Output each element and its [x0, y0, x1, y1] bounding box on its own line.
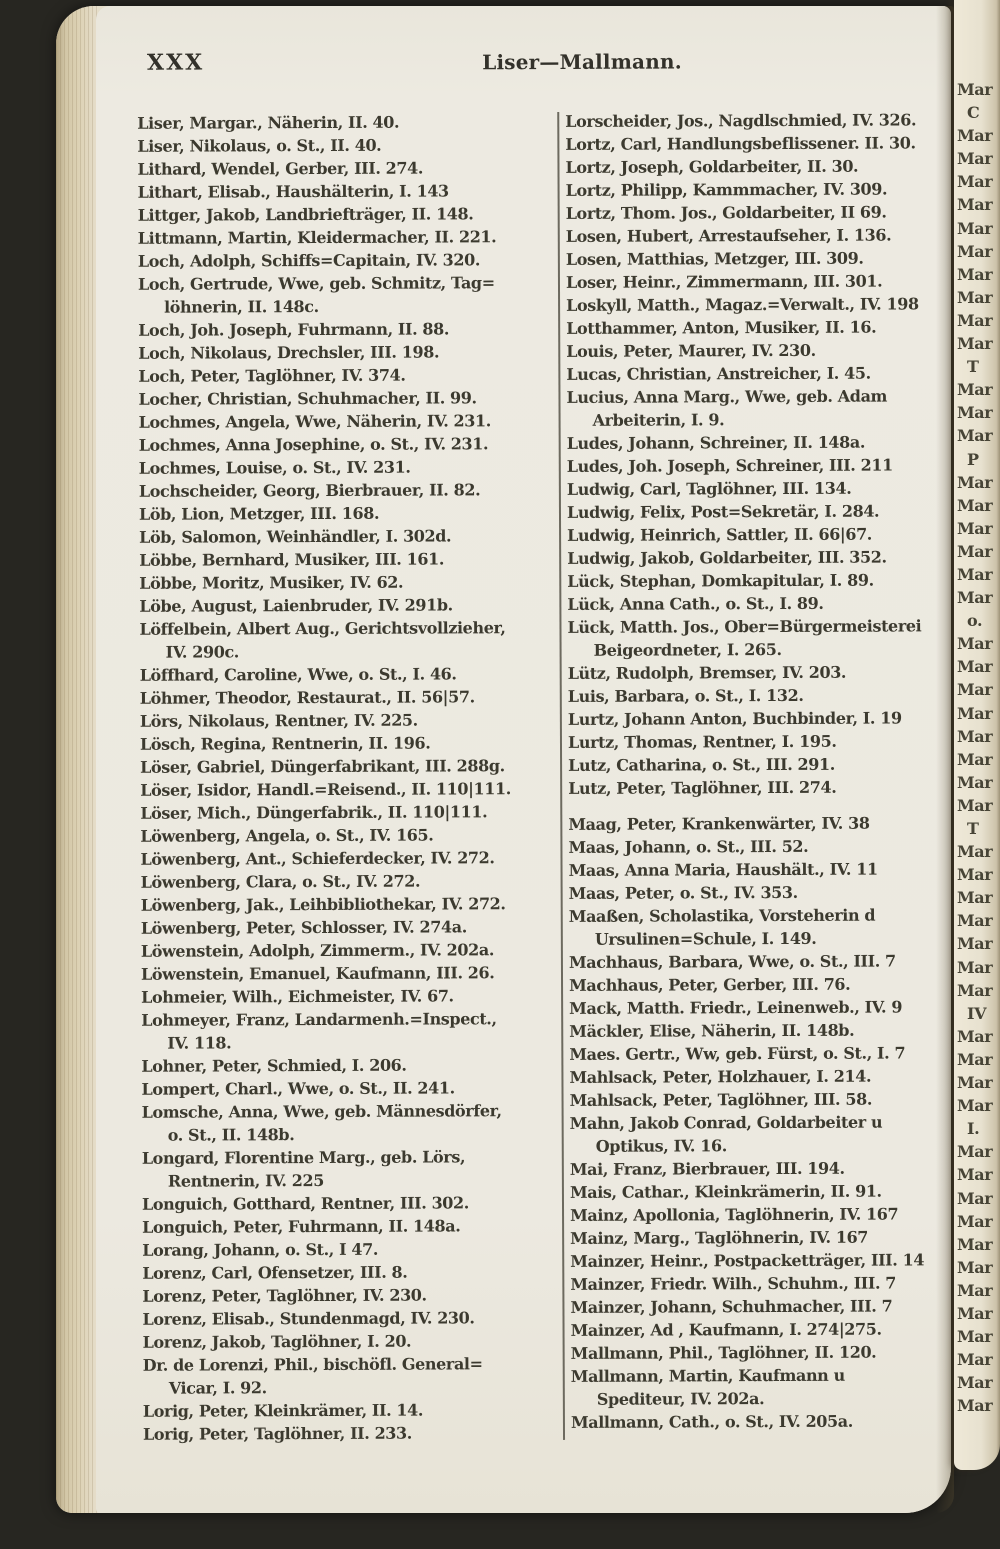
directory-entry: Löhmer, Theodor, Restaurat., II. 56|57. — [139, 687, 475, 708]
directory-entry: Lotthammer, Anton, Musiker, II. 16. — [566, 317, 877, 338]
directory-entry: Mack, Matth. Friedr., Leinenweb., IV. 9 — [569, 997, 903, 1018]
page-fragment: Mar — [957, 749, 993, 769]
directory-entry: Lortz, Carl, Handlungsbeflissener. II. 30. — [565, 133, 916, 154]
page-fragment: Mar — [957, 218, 993, 238]
directory-entry: Löser, Gabriel, Düngerfabrikant, III. 288g. — [140, 756, 505, 777]
directory-entry: Lithard, Wendel, Gerber, III. 274. — [137, 158, 424, 179]
page-fragment: Mar — [957, 1257, 993, 1277]
directory-entry: Mahlsack, Peter, Taglöhner, III. 58. — [569, 1089, 873, 1110]
page-fragment: Mar — [957, 1165, 993, 1185]
directory-entry: Longuich, Gotthard, Rentner, III. 302. — [141, 1193, 469, 1214]
page-fragment: Mar — [957, 703, 993, 723]
page-fragment: Mar — [957, 172, 993, 192]
directory-entry: Lorenz, Carl, Ofensetzer, III. 8. — [142, 1262, 408, 1283]
page-fragment: Mar — [957, 1142, 993, 1162]
page-number: XXX — [146, 49, 205, 76]
page-fragment: Mar — [957, 1096, 993, 1116]
directory-entry: Liser, Nikolaus, o. St., II. 40. — [137, 135, 382, 156]
page-fragment: Mar — [957, 1350, 993, 1370]
directory-entry: Lutz, Peter, Taglöhner, III. 274. — [568, 777, 837, 798]
directory-entry: Löb, Salomon, Weinhändler, I. 302d. — [139, 526, 452, 547]
page-fragment: Mar — [957, 842, 993, 862]
directory-entry: Mahn, Jakob Conrad, Goldarbeiter u Optikus, IV. 16. — [569, 1112, 883, 1156]
page-fragment: Mar — [957, 657, 993, 677]
page-fragment: Mar — [957, 588, 993, 608]
directory-entry: Lorig, Peter, Kleinkrämer, II. 14. — [142, 1400, 424, 1421]
page-fragment: Mar — [957, 80, 993, 99]
directory-entry: Littmann, Martin, Kleidermacher, II. 221. — [137, 227, 497, 248]
directory-entry: Lutz, Catharina, o. St., III. 291. — [568, 754, 835, 775]
page-fragment: Mar — [957, 1211, 993, 1231]
page-fragment: Mar — [957, 980, 993, 1000]
directory-entry: Lomsche, Anna, Wwe, geb. Männesdörfer, o. St., II. 148b. — [141, 1101, 502, 1145]
page-fragment: Mar — [957, 934, 993, 954]
directory-entry: Loch, Joh. Joseph, Fuhrmann, II. 88. — [138, 319, 450, 340]
directory-entry: Mahlsack, Peter, Holzhauer, I. 214. — [569, 1066, 872, 1087]
directory-entry: Maas, Johann, o. St., III. 52. — [568, 836, 809, 857]
page-fragment: Mar — [957, 1049, 993, 1069]
directory-entry: Mainz, Marg., Taglöhnerin, IV. 167 — [570, 1227, 869, 1248]
page-fragment: Mar — [957, 195, 993, 215]
page-fragment: Mar — [957, 680, 993, 700]
directory-entry: Mainzer, Heinr., Postpacketträger, III. 14 — [570, 1250, 925, 1271]
directory-entry: Löser, Mich., Düngerfabrik., II. 110|111. — [140, 802, 488, 823]
directory-entry: Löffelbein, Albert Aug., Gerichtsvollzieher, IV. 290c. — [139, 618, 506, 662]
page-fragment: Mar — [957, 1026, 993, 1046]
directory-entry: Mainzer, Ad , Kaufmann, I. 274|275. — [570, 1319, 882, 1340]
directory-entry: Lorang, Johann, o. St., I 47. — [142, 1239, 379, 1260]
directory-entry: Dr. de Lorenzi, Phil., bischöfl. General= Vicar, I. 92. — [142, 1354, 483, 1398]
directory-entry: Ludwig, Felix, Post=Sekretär, I. 284. — [566, 501, 880, 522]
directory-entry: Mais, Cathar., Kleinkrämerin, II. 91. — [569, 1181, 882, 1202]
left-column — [137, 110, 563, 1446]
directory-entry: Ludes, Johann, Schreiner, II. 148a. — [566, 432, 866, 453]
directory-entry: Loser, Heinr., Zimmermann, III. 301. — [565, 271, 883, 292]
page-fragment: Mar — [957, 1280, 993, 1300]
directory-entry: Lösch, Regina, Rentnerin, II. 196. — [139, 733, 431, 754]
directory-entry: Lütz, Rudolph, Bremser, IV. 203. — [567, 662, 847, 683]
printed-content — [137, 46, 959, 1446]
page-fragment: Mar — [957, 1073, 993, 1093]
directory-entry: Löbe, August, Laienbruder, IV. 291b. — [139, 595, 453, 616]
page-fragment: Mar — [957, 149, 993, 169]
page-fragment: Mar — [957, 1303, 993, 1323]
directory-entry: Lurtz, Johann Anton, Buchbinder, I. 19 — [567, 708, 902, 729]
directory-entry: Loskyll, Matth., Magaz.=Verwalt., IV. 198 — [566, 294, 919, 315]
directory-entry: Lompert, Charl., Wwe, o. St., II. 241. — [141, 1078, 455, 1099]
directory-entry: Löwenberg, Peter, Schlosser, IV. 274a. — [140, 917, 467, 938]
directory-entry: Löwenberg, Angela, o. St., IV. 165. — [140, 825, 434, 846]
directory-entry: Luis, Barbara, o. St., I. 132. — [567, 685, 804, 706]
directory-entry: Maas, Peter, o. St., IV. 353. — [568, 882, 798, 903]
page-header — [137, 46, 953, 86]
running-title: Liser—Mallmann. — [482, 49, 682, 75]
page-fragment: Mar — [957, 241, 993, 261]
directory-entry: Mainzer, Johann, Schuhmacher, III. 7 — [570, 1296, 893, 1317]
page-fragment: Mar — [957, 472, 993, 492]
directory-entry: Mai, Franz, Bierbrauer, III. 194. — [569, 1158, 845, 1179]
directory-entry: Machhaus, Barbara, Wwe, o. St., III. 7 — [568, 951, 896, 972]
directory-entry: Lochmes, Anna Josephine, o. St., IV. 231. — [138, 434, 489, 455]
directory-entry: Löbbe, Bernhard, Musiker, III. 161. — [139, 549, 445, 570]
page-fragment: Mar — [957, 334, 993, 354]
page-fragment: Mar — [957, 772, 993, 792]
page-edge-stack — [56, 6, 98, 1513]
directory-entry: Longuich, Peter, Fuhrmann, II. 148a. — [142, 1216, 461, 1237]
directory-entry: Maag, Peter, Krankenwärter, IV. 38 — [568, 813, 870, 834]
directory-entry: Maas, Anna Maria, Haushält., IV. 11 — [568, 859, 878, 880]
directory-entry: Lohner, Peter, Schmied, I. 206. — [141, 1055, 407, 1076]
directory-entry: Mäckler, Elise, Näherin, II. 148b. — [569, 1020, 855, 1041]
page-fragment: Mar — [957, 888, 993, 908]
directory-entry: Löwenstein, Emanuel, Kaufmann, III. 26. — [140, 963, 495, 984]
directory-entry: Loch, Peter, Taglöhner, IV. 374. — [138, 365, 406, 386]
directory-entry: Loch, Adolph, Schiffs=Capitain, IV. 320. — [137, 250, 481, 271]
page-fragment: Mar — [957, 1188, 993, 1208]
page-fragment: IV — [967, 1003, 987, 1023]
directory-entry: Löbbe, Moritz, Musiker, IV. 62. — [139, 572, 404, 593]
page-fragment: Mar — [957, 264, 993, 284]
directory-entry: Lohmeier, Wilh., Eichmeister, IV. 67. — [141, 986, 454, 1007]
directory-entry: Löwenberg, Ant., Schieferdecker, IV. 272. — [140, 848, 495, 869]
page-fragment: Mar — [957, 634, 993, 654]
page-fragment: o. — [967, 611, 983, 631]
page-fragment: Mar — [957, 1234, 993, 1254]
directory-entry: Machhaus, Peter, Gerber, III. 76. — [569, 974, 851, 995]
page-fragment: Mar — [957, 865, 993, 885]
directory-entry: Longard, Florentine Marg., geb. Lörs, Rentnerin, IV. 225 — [141, 1147, 466, 1191]
page-fragment: Mar — [957, 795, 993, 815]
directory-entry: Liser, Margar., Näherin, II. 40. — [137, 112, 400, 133]
page-fragment: Mar — [957, 1373, 993, 1393]
page-fragment: Mar — [957, 403, 993, 423]
directory-entry: Lochmes, Angela, Wwe, Näherin, IV. 231. — [138, 411, 491, 432]
page-fragment: T — [967, 357, 979, 377]
directory-entry: Lorenz, Jakob, Taglöhner, I. 20. — [142, 1331, 412, 1352]
page-fragment: Mar — [957, 541, 993, 561]
directory-entry: Lortz, Thom. Jos., Goldarbeiter, II 69. — [565, 202, 887, 223]
page-fragment: Mar — [957, 957, 993, 977]
directory-entry: Losen, Matthias, Metzger, III. 309. — [565, 248, 864, 269]
directory-entry: Lück, Matth. Jos., Ober=Bürgermeisterei Beigeordneter, I. 265. — [567, 616, 922, 660]
directory-entry: Lorscheider, Jos., Nagdlschmied, IV. 326. — [565, 110, 917, 131]
directory-entry: Löb, Lion, Metzger, III. 168. — [138, 503, 380, 524]
page-fragment: Mar — [957, 287, 993, 307]
page-fragment: Mar — [957, 1396, 993, 1416]
directory-entry: Lucas, Christian, Anstreicher, I. 45. — [566, 363, 871, 384]
directory-entry: Löwenberg, Jak., Leihbibliothekar, IV. 272. — [140, 894, 506, 915]
directory-entry: Lörs, Nikolaus, Rentner, IV. 225. — [139, 710, 418, 731]
directory-entry: Mallmann, Phil., Taglöhner, II. 120. — [570, 1342, 877, 1363]
directory-entry: Lurtz, Thomas, Rentner, I. 195. — [567, 731, 837, 752]
page-fragment: Mar — [957, 726, 993, 746]
next-page-text-fragments — [957, 78, 1000, 1417]
next-page-edge — [954, 0, 1000, 1470]
page-fragment: Mar — [957, 310, 993, 330]
directory-entry: Loch, Nikolaus, Drechsler, III. 198. — [138, 342, 440, 363]
directory-entry: Loch, Gertrude, Wwe, geb. Schmitz, Tag= löhnerin, II. 148c. — [137, 273, 495, 317]
directory-entry: Lorenz, Peter, Taglöhner, IV. 230. — [142, 1285, 427, 1306]
page-fragment: Mar — [957, 1327, 993, 1347]
directory-entry: Mallmann, Martin, Kaufmann u Spediteur, IV. 202a. — [570, 1365, 845, 1409]
directory-entry: Lortz, Philipp, Kammmacher, IV. 309. — [565, 179, 888, 200]
directory-entry: Louis, Peter, Maurer, IV. 230. — [566, 340, 816, 361]
directory-entry: Löser, Isidor, Handl.=Reisend., II. 110|111. — [140, 779, 511, 800]
directory-entry: Maes. Gertr., Ww, geb. Fürst, o. St., I. 7 — [569, 1043, 906, 1064]
directory-columns — [137, 108, 959, 1446]
page-fragment: Mar — [957, 518, 993, 538]
directory-entry: Lohmeyer, Franz, Landarmenh.=Inspect., IV. 118. — [141, 1009, 497, 1053]
page-fragment: Mar — [957, 126, 993, 146]
directory-entry: Lithart, Elisab., Haushälterin, I. 143 — [137, 181, 449, 202]
page-fragment: P — [967, 449, 979, 469]
directory-entry: Maaßen, Scholastika, Vorsteherin d Ursulinen=Schule, I. 149. — [568, 905, 876, 949]
directory-entry: Lochmes, Louise, o. St., IV. 231. — [138, 457, 411, 478]
directory-entry: Ludwig, Heinrich, Sattler, II. 66|67. — [567, 524, 873, 545]
directory-entry: Mainzer, Friedr. Wilh., Schuhm., III. 7 — [570, 1273, 897, 1294]
directory-entry: Mainz, Apollonia, Taglöhnerin, IV. 167 — [570, 1204, 899, 1225]
directory-entry: Löffhard, Caroline, Wwe, o. St., I. 46. — [139, 664, 457, 685]
page-fragment: I. — [967, 1119, 980, 1139]
directory-entry: Lück, Stephan, Domkapitular, I. 89. — [567, 570, 874, 591]
page-fragment: Mar — [957, 380, 993, 400]
directory-entry: Lucius, Anna Marg., Wwe, geb. Adam Arbeiterin, I. 9. — [566, 386, 888, 430]
page-fragment: T — [967, 819, 979, 838]
directory-entry: Lorenz, Elisab., Stundenmagd, IV. 230. — [142, 1308, 475, 1329]
directory-entry: Lück, Anna Cath., o. St., I. 89. — [567, 593, 824, 614]
page-fragment: C — [967, 103, 980, 123]
directory-entry: Ludwig, Carl, Taglöhner, III. 134. — [566, 478, 852, 499]
page-fragment: Mar — [957, 911, 993, 931]
directory-entry: Mallmann, Cath., o. St., IV. 205a. — [570, 1411, 853, 1432]
page-fragment: Mar — [957, 426, 993, 446]
directory-entry: Locher, Christian, Schuhmacher, II. 99. — [138, 388, 477, 409]
directory-entry: Ludes, Joh. Joseph, Schreiner, III. 211 — [566, 455, 893, 476]
directory-entry: Losen, Hubert, Arrestaufseher, I. 136. — [565, 225, 892, 246]
page-fragment: Mar — [957, 495, 993, 515]
directory-entry: Lorig, Peter, Taglöhner, II. 233. — [142, 1423, 412, 1444]
directory-entry: Ludwig, Jakob, Goldarbeiter, III. 352. — [567, 547, 887, 568]
directory-entry: Lortz, Joseph, Goldarbeiter, II. 30. — [565, 156, 859, 177]
page-fragment: Mar — [957, 564, 993, 584]
directory-entry: Lochscheider, Georg, Bierbrauer, II. 82. — [138, 480, 481, 501]
right-column — [565, 108, 959, 1444]
directory-entry: Löwenstein, Adolph, Zimmerm., IV. 202a. — [140, 940, 495, 961]
directory-entry: Löwenberg, Clara, o. St., IV. 272. — [140, 871, 421, 892]
directory-entry: Littger, Jakob, Landbriefträger, II. 148. — [137, 204, 474, 225]
